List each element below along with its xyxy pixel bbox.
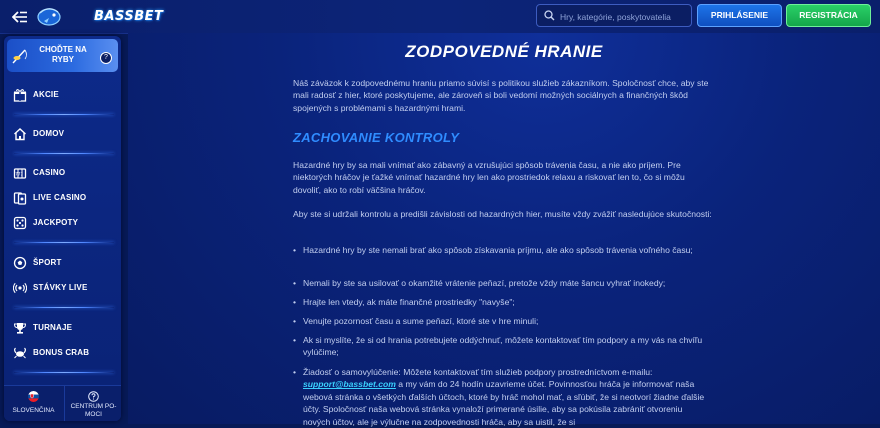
divider xyxy=(14,153,114,154)
list-item: • Hazardné hry by ste nemali brať ako spôsob získavania príjmu, ale ako spôsob trávenia voľného času; xyxy=(303,244,707,256)
divider xyxy=(14,372,114,373)
sidebar-item-casino[interactable] xyxy=(4,164,121,182)
soccer-ball-icon xyxy=(13,256,27,270)
self-exclusion-text-start: Žiadosť o samovylúčenie: Môžete kontaktovať tím služieb podpory prostredníctvom e-mailu: xyxy=(303,367,653,377)
sidebar-item-label: BONUS CRAB xyxy=(33,348,90,357)
list-item: • Hrajte len vtedy, ak máte finančné prostriedky "navyše"; xyxy=(303,296,707,308)
divider xyxy=(14,242,114,243)
main-content xyxy=(128,33,880,427)
sidebar-item-bonus-crab[interactable] xyxy=(4,344,121,362)
sidebar-footer xyxy=(4,385,121,421)
help-label: CENTRUM PO-MOCI xyxy=(70,403,117,418)
fishing-rod-icon xyxy=(11,47,29,65)
search-box[interactable] xyxy=(536,4,692,27)
list-item: • Nemali by ste sa usilovať o okamžité vrátenie peňazí, pretože vždy máte šancu vyhrať inokedy; xyxy=(303,277,707,289)
register-button[interactable]: REGISTRÁCIA xyxy=(786,4,871,27)
paragraph: Aby ste si udržali kontrolu a predišli závislosti od hazardných hier, musíte vždy zvážiť nasledujúce skutočnosti: xyxy=(293,209,712,219)
collapse-menu-icon[interactable] xyxy=(12,9,28,25)
sidebar-item-jackpoty[interactable] xyxy=(4,214,121,232)
crab-icon xyxy=(13,346,27,360)
sidebar-item-domov[interactable] xyxy=(4,125,121,143)
search-input[interactable] xyxy=(558,8,694,26)
sidebar xyxy=(4,36,121,421)
section-title: ZACHOVANIE KONTROLY xyxy=(293,130,460,145)
trophy-icon xyxy=(13,321,27,335)
bassbet-logo[interactable] xyxy=(36,3,164,29)
sidebar-item-label: JACKPOTY xyxy=(33,218,79,227)
help-icon xyxy=(88,391,99,402)
language-selector[interactable] xyxy=(4,386,63,421)
sidebar-item-turnaje[interactable] xyxy=(4,319,121,337)
help-center-link[interactable] xyxy=(64,386,121,421)
sidebar-item-akcie[interactable] xyxy=(4,86,121,104)
divider xyxy=(14,114,114,115)
promo-info-badge[interactable]: ? xyxy=(100,52,112,64)
intro-paragraph: Náš záväzok k zodpovednému hraniu priamo súvisí s politikou služieb zákazníkom. Spoločnosť chce, aby ste mali radosť z hier, ktoré poskytujeme, ale zároveň si boli vedomí možných sociálnych a finančných škôd spojených s problémami s hazardnými hrami. xyxy=(293,78,709,113)
sidebar-item-sport[interactable] xyxy=(4,254,121,272)
page-title: ZODPOVEDNÉ HRANIE xyxy=(405,42,603,61)
slovak-flag-icon xyxy=(28,391,39,402)
divider xyxy=(14,307,114,308)
casino-icon xyxy=(13,166,27,180)
language-label: SLOVENČINA xyxy=(12,407,55,414)
sidebar-item-label: TURNAJE xyxy=(33,323,73,332)
top-bar xyxy=(0,0,880,34)
self-exclusion-text-end: a my vám do 24 hodín uzavrieme účet. Povinnosťou hráča je informovať naša webová stránka o všetkých ďalších účtoch, ktoré by hráč mohol mať, a sľúbiť, že si neotvorí žiadne ďalšie účty. Spoločnosť naša webová stránka vynaloží primerané úsilie, aby sa pokúsila zabrániť otvoreniu nových účtov, ale je výlučne na zodpovednosti hráča, aby sa uistil, že si xyxy=(303,379,705,427)
home-icon xyxy=(13,127,27,141)
fish-logo-icon xyxy=(36,3,62,29)
fishing-promo-banner[interactable] xyxy=(7,39,118,72)
cards-icon xyxy=(13,191,27,205)
sidebar-item-label: AKCIE xyxy=(33,90,59,99)
login-button[interactable]: PRIHLÁSENIE xyxy=(697,4,782,27)
live-icon xyxy=(13,281,27,295)
sidebar-item-label: DOMOV xyxy=(33,129,65,138)
sidebar-item-label: STÁVKY LIVE xyxy=(33,283,88,292)
list-item: • Venujte pozornosť času a sume peňazí, ktoré ste v hre minuli; xyxy=(303,315,707,327)
svg-text:777: 777 xyxy=(15,171,23,177)
sidebar-item-label: CASINO xyxy=(33,168,66,177)
sidebar-item-live-casino[interactable] xyxy=(4,189,121,207)
promo-title: CHOĎTE NA RYBY xyxy=(39,45,87,64)
support-email-link[interactable]: support@bassbet.com xyxy=(303,379,396,390)
logo-text: BASSBET xyxy=(94,9,164,24)
list-item: • Ak si myslíte, že si od hrania potrebujete oddýchnuť, môžete kontaktovať tím podpory a my vás na chvíľu vylúčime; xyxy=(303,334,707,359)
sidebar-item-stavky-live[interactable] xyxy=(4,279,121,297)
sidebar-item-label: ŠPORT xyxy=(33,258,62,267)
dice-icon xyxy=(13,216,27,230)
search-icon xyxy=(544,10,555,21)
gift-icon xyxy=(13,88,27,102)
sidebar-item-label: LIVE CASINO xyxy=(33,193,87,202)
list-item-self-exclusion xyxy=(303,366,707,428)
paragraph: Hazardné hry by sa mali vnímať ako zábavný a vzrušujúci spôsob trávenia času, a nie ako príjem. Pre niektorých hráčov je ťažké vnímať hazardné hry len ako prostriedok relaxu a riskovať len to, čo si môžu dovoliť, ako to robí väčšina hráčov. xyxy=(293,160,685,195)
